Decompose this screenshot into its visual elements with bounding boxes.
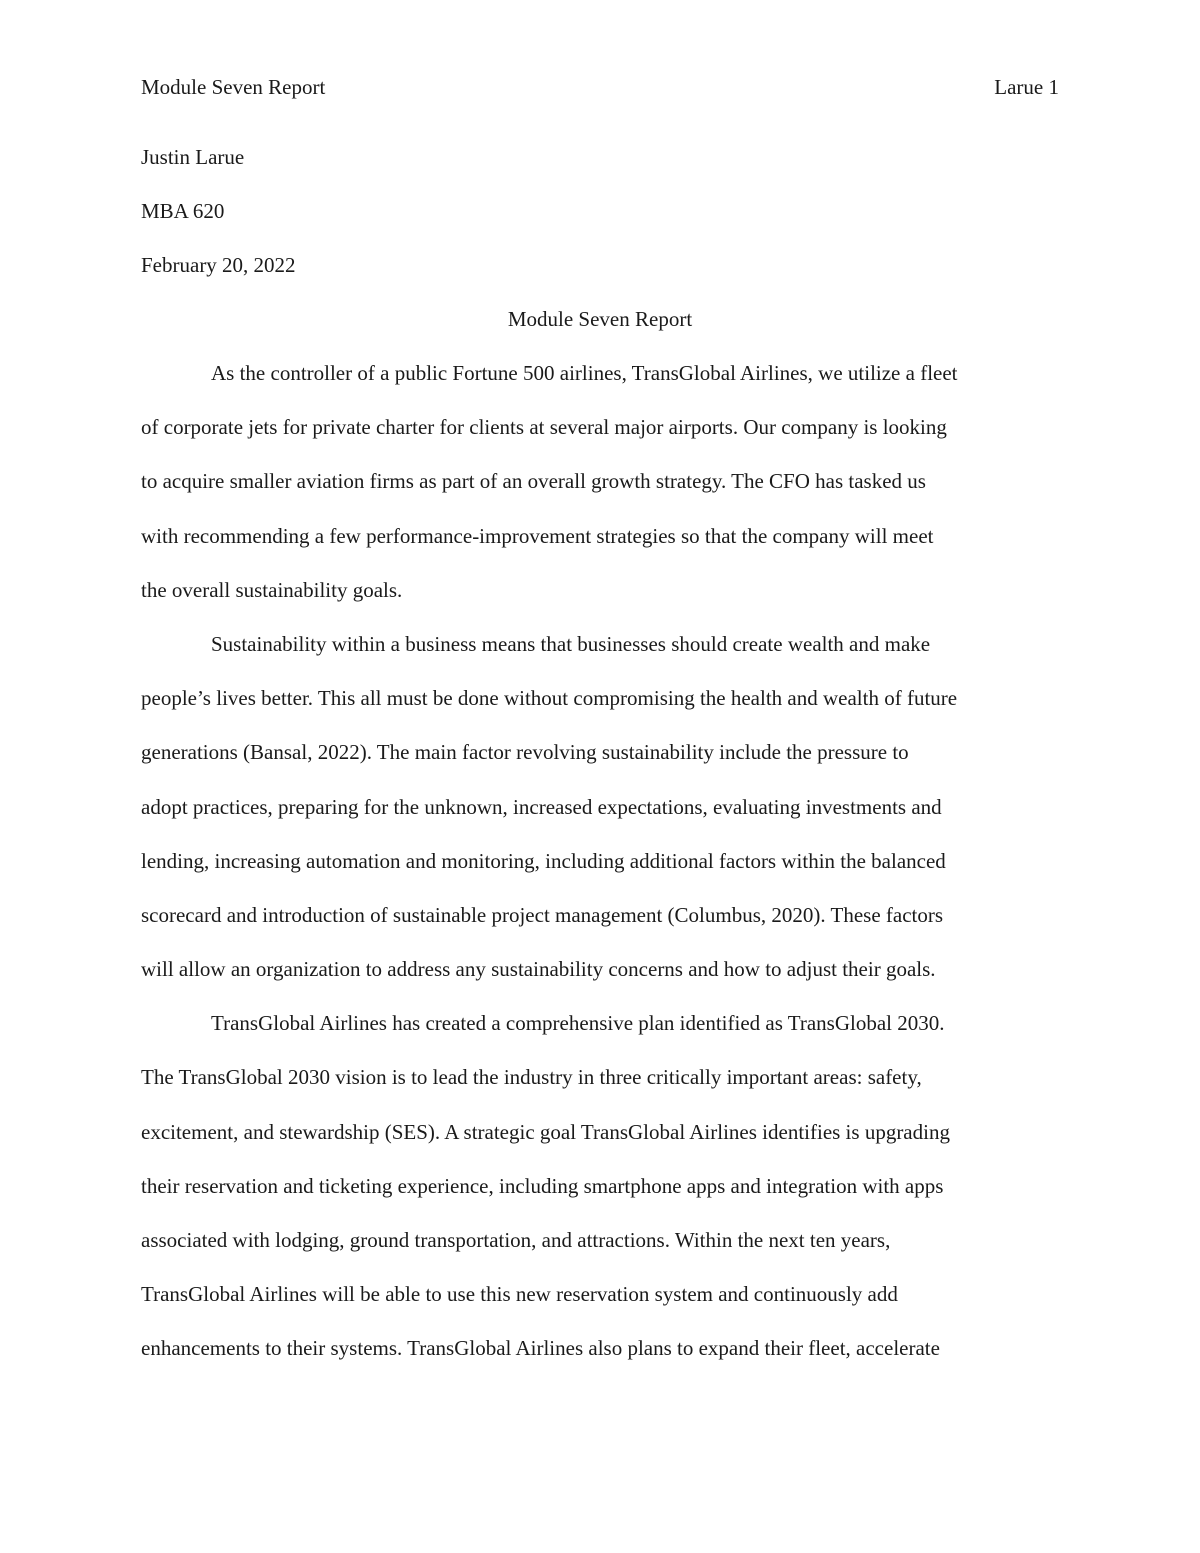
paragraph-2-line: will allow an organization to address any sustainability concerns and how to adjust their goals.	[141, 957, 936, 982]
paragraph-2-line: Sustainability within a business means that businesses should create wealth and make	[211, 631, 931, 656]
running-head-title: Module Seven Report	[141, 75, 326, 99]
running-header	[141, 72, 1059, 102]
paragraph-1-line: to acquire smaller aviation firms as part of an overall growth strategy. The CFO has tasked us	[141, 469, 926, 494]
paragraph-3-line: enhancements to their systems. TransGlobal Airlines also plans to expand their fleet, accelerate	[141, 1336, 940, 1361]
document-date: February 20, 2022	[141, 253, 296, 277]
paragraph-2-line: generations (Bansal, 2022). The main factor revolving sustainability include the pressure to	[141, 740, 909, 765]
paragraph-3-line: their reservation and ticketing experience, including smartphone apps and integration with apps	[141, 1173, 944, 1198]
paragraph-3-line: associated with lodging, ground transportation, and attractions. Within the next ten years,	[141, 1228, 891, 1252]
paragraph-1-line: the overall sustainability goals.	[141, 577, 403, 602]
paragraph-3-line: excitement, and stewardship (SES). A strategic goal TransGlobal Airlines identifies is upgrading	[141, 1119, 950, 1144]
paragraph-3-line: The TransGlobal 2030 vision is to lead the industry in three critically important areas: safety,	[141, 1065, 922, 1090]
paragraph-2-line: lending, increasing automation and monitoring, including additional factors within the balanced	[141, 848, 946, 873]
paragraph-2-line: adopt practices, preparing for the unknown, increased expectations, evaluating investments and	[141, 794, 942, 819]
paragraph-3-line: TransGlobal Airlines has created a comprehensive plan identified as TransGlobal 2030.	[211, 1011, 945, 1036]
author-name: Justin Larue	[141, 145, 245, 169]
paragraph-3-line: TransGlobal Airlines will be able to use this new reservation system and continuously add	[141, 1282, 898, 1307]
paragraph-1-line: with recommending a few performance-improvement strategies so that the company will meet	[141, 523, 934, 548]
body-text	[141, 358, 1059, 1388]
page-number: Larue 1	[994, 75, 1059, 99]
paragraph-1-line: of corporate jets for private charter for clients at several major airports. Our company is looking	[141, 415, 947, 440]
paragraph-1-line: As the controller of a public Fortune 500 airlines, TransGlobal Airlines, we utilize a fleet	[211, 361, 958, 385]
course-name: MBA 620	[141, 199, 225, 223]
paragraph-2-line: people’s lives better. This all must be done without compromising the health and wealth of future	[141, 686, 958, 711]
document-title: Module Seven Report	[507, 307, 693, 331]
paragraph-2-line: scorecard and introduction of sustainable project management (Columbus, 2020). These factors	[141, 902, 944, 927]
